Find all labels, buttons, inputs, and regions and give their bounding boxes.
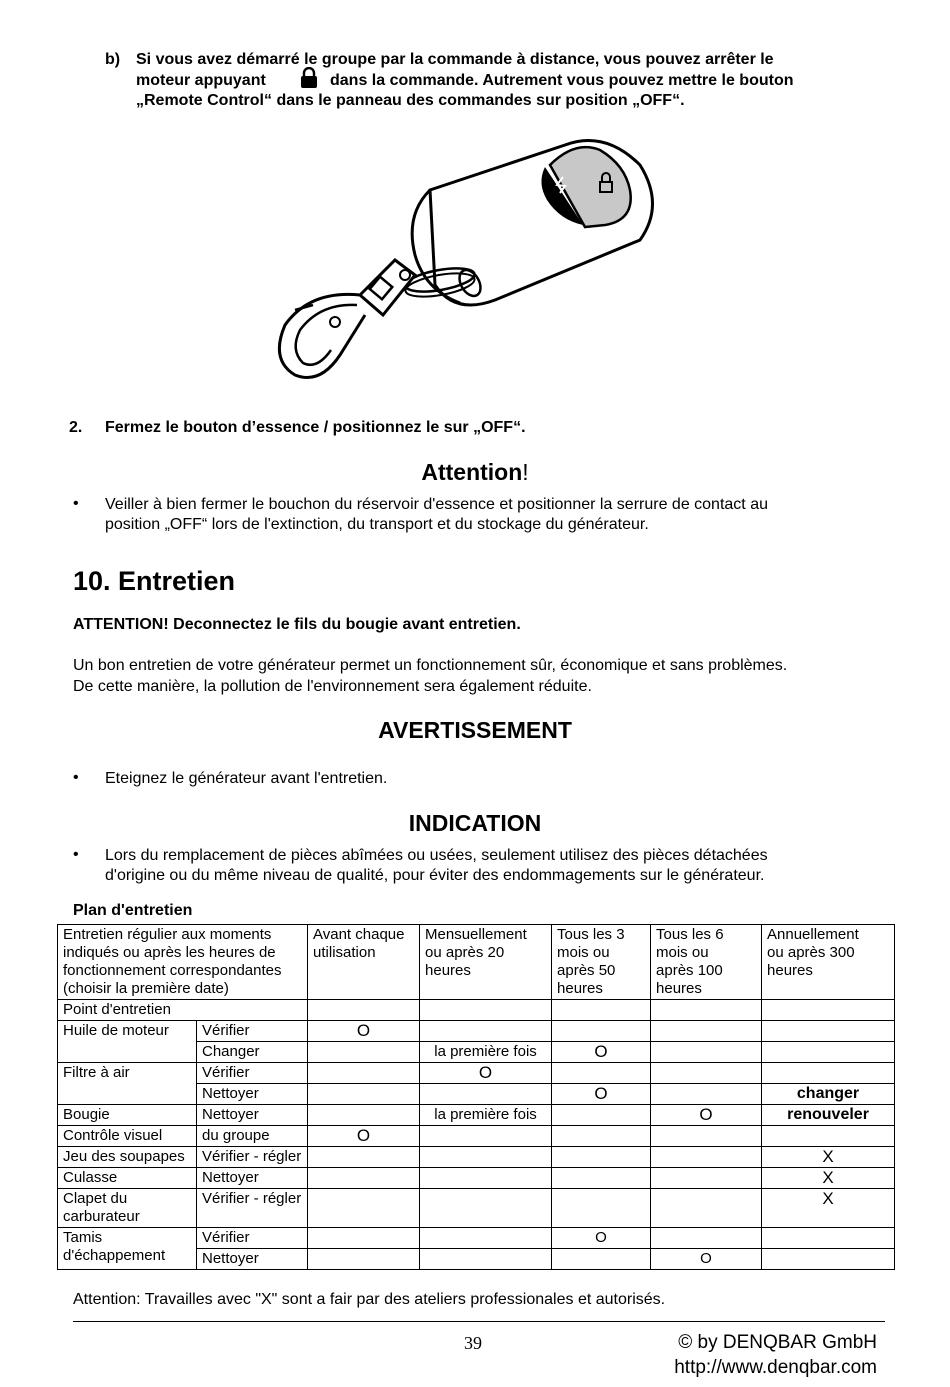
mark-cell [308,1249,420,1270]
mark-cell [762,1042,895,1063]
action-cell: Vérifier [197,1021,308,1042]
mark-cell [651,1021,762,1042]
indication-title: INDICATION [408,810,542,836]
mark-cell: O [651,1249,762,1270]
item-cell: Contrôle visuel [58,1126,197,1147]
item-b-line3: „Remote Control“ dans le panneau des commandes sur position „OFF“. [136,92,685,109]
plan-note: Attention: Travailles avec "X" sont a fair par des ateliers professionales et autorisés. [73,1291,666,1308]
mark-cell [651,1063,762,1084]
mark-cell [762,1126,895,1147]
avertissement-title: AVERTISSEMENT [378,717,572,743]
attention-excl: ! [522,459,529,485]
step2-text: Fermez le bouton d’essence / positionnez le sur „OFF“. [105,419,526,436]
header-line: (choisir la première date) [63,980,229,997]
mark-cell [552,1021,651,1042]
copyright: © by DENQBAR GmbH [678,1332,877,1353]
header-line: Tous les 3 [557,926,625,943]
table-row [58,1147,895,1168]
avertissement-bullet: • [73,769,79,786]
header-line: Avant chaque [313,926,405,943]
table-row [58,1063,895,1084]
mark-cell [552,1168,651,1189]
mark-cell [420,1084,552,1105]
mark-cell [308,1147,420,1168]
header-line: mois ou [656,944,709,961]
action-cell: du groupe [197,1126,308,1147]
mark-cell: la première fois [420,1042,552,1063]
item-cell: Filtre à air [58,1063,197,1105]
mark-cell [308,1042,420,1063]
mark-cell [420,1126,552,1147]
mark-cell: X [762,1147,895,1168]
mark-cell [552,1189,651,1228]
mark-cell: O [420,1063,552,1084]
item-b-label: b) [105,51,121,68]
item-b-line2a: moteur appuyant [136,72,266,89]
remote-control-illustration [265,125,665,390]
header-line: Annuellement [767,926,859,943]
mark-cell [651,1126,762,1147]
table-row [58,1000,895,1021]
item-b-line1: Si vous avez démarré le groupe par la commande à distance, vous pouvez arrêter le [136,51,774,68]
mark-cell [308,1228,420,1249]
mark-cell: changer [762,1084,895,1105]
mark-cell: renouveler [762,1105,895,1126]
item-cell: Jeu des soupapes [58,1147,197,1168]
item-cell: Bougie [58,1105,197,1126]
plan-title: Plan d'entretien [73,902,193,919]
mark-cell: O [552,1084,651,1105]
mark-cell [552,1126,651,1147]
maintenance-table [57,924,895,1270]
mark-cell [420,1147,552,1168]
header-cell [308,925,420,1000]
lock-icon [299,67,319,94]
section-intro2: De cette manière, la pollution de l'environnement sera également réduite. [73,678,592,695]
item-cell: Huile de moteur [58,1021,197,1063]
mark-cell [420,1168,552,1189]
attention-line2: position „OFF“ lors de l'extinction, du transport et du stockage du générateur. [105,516,649,533]
section-intro1: Un bon entretien de votre générateur permet un fonctionnement sûr, économique et sans problèmes. [73,657,788,674]
action-cell: Vérifier - régler [197,1147,308,1168]
header-line: Mensuellement [425,926,527,943]
mark-cell [651,1084,762,1105]
mark-cell [308,1084,420,1105]
attention-line1: Veiller à bien fermer le bouchon du réservoir d'essence et positionner la serrure de contact au [105,496,768,513]
mark-cell [651,1228,762,1249]
header-line: après 100 [656,962,723,979]
mark-cell: O [308,1021,420,1042]
header-cell [762,925,895,1000]
action-cell: Vérifier [197,1063,308,1084]
section-warning: ATTENTION! Deconnectez le fils du bougie avant entretien. [73,616,521,633]
header-cell [58,925,308,1000]
mark-cell [651,1189,762,1228]
table-header-row [58,925,895,1000]
mark-cell [308,1105,420,1126]
action-cell: Nettoyer [197,1105,308,1126]
avertissement-text: Eteignez le générateur avant l'entretien. [105,770,388,787]
mark-cell: O [308,1126,420,1147]
item-cell: Tamis d'échappement [58,1228,197,1270]
header-line: mois ou [557,944,610,961]
header-line: heures [557,980,603,997]
header-line: indiqués ou après les heures de [63,944,276,961]
header-line: heures [656,980,702,997]
page-number: 39 [464,1333,482,1353]
mark-cell [552,1063,651,1084]
header-line: heures [425,962,471,979]
mark-cell [651,1168,762,1189]
mark-cell [762,1249,895,1270]
indication-bullet: • [73,846,79,863]
mark-cell: O [552,1228,651,1249]
mark-cell [308,1168,420,1189]
header-cell [651,925,762,1000]
header-line: ou après 20 [425,944,505,961]
action-cell: Changer [197,1042,308,1063]
mark-cell [552,1147,651,1168]
table-row [58,1189,895,1228]
attention-title: Attention [421,459,523,485]
section-title: 10. Entretien [73,566,236,596]
step2-number: 2. [69,419,83,436]
action-cell: Vérifier - régler [197,1189,308,1228]
attention-heading [0,459,950,486]
mark-cell [552,1249,651,1270]
mark-cell: X [762,1189,895,1228]
header-line: Entretien régulier aux moments [63,926,272,943]
header-line: après 50 [557,962,616,979]
mark-cell [552,1105,651,1126]
item-b-line2b: dans la commande. Autrement vous pouvez mettre le bouton [330,72,794,89]
mark-cell: la première fois [420,1105,552,1126]
header-line: ou après 300 [767,944,855,961]
table-row [58,1021,895,1042]
mark-cell [308,1063,420,1084]
action-cell: Nettoyer [197,1084,308,1105]
item-cell: Culasse [58,1168,197,1189]
table-row [58,1228,895,1249]
header-cell [420,925,552,1000]
header-cell [552,925,651,1000]
header-line: heures [767,962,813,979]
mark-cell [651,1042,762,1063]
table-row [58,1105,895,1126]
mark-cell [420,1021,552,1042]
mark-cell [762,1021,895,1042]
footer-divider [73,1321,885,1322]
header-line: utilisation [313,944,376,961]
mark-cell [651,1147,762,1168]
action-cell: Vérifier [197,1228,308,1249]
indication-line1: Lors du remplacement de pièces abîmées ou usées, seulement utilisez des pièces détachées [105,847,768,864]
mark-cell [420,1249,552,1270]
mark-cell [762,1063,895,1084]
action-cell: Nettoyer [197,1249,308,1270]
mark-cell: O [651,1105,762,1126]
point-label: Point d'entretien [58,1000,308,1021]
mark-cell [308,1189,420,1228]
table-row [58,1168,895,1189]
mark-cell [420,1189,552,1228]
header-line: fonctionnement correspondantes [63,962,282,979]
attention-bullet: • [73,495,79,512]
indication-line2: d'origine ou du même niveau de qualité, pour éviter des endommagements sur le générateur. [105,867,765,884]
item-cell: Clapet du carburateur [58,1189,197,1228]
action-cell: Nettoyer [197,1168,308,1189]
header-line: Tous les 6 [656,926,724,943]
mark-cell [420,1228,552,1249]
website-url: http://www.denqbar.com [674,1357,877,1378]
mark-cell: X [762,1168,895,1189]
table-row [58,1126,895,1147]
mark-cell: O [552,1042,651,1063]
mark-cell [762,1228,895,1249]
